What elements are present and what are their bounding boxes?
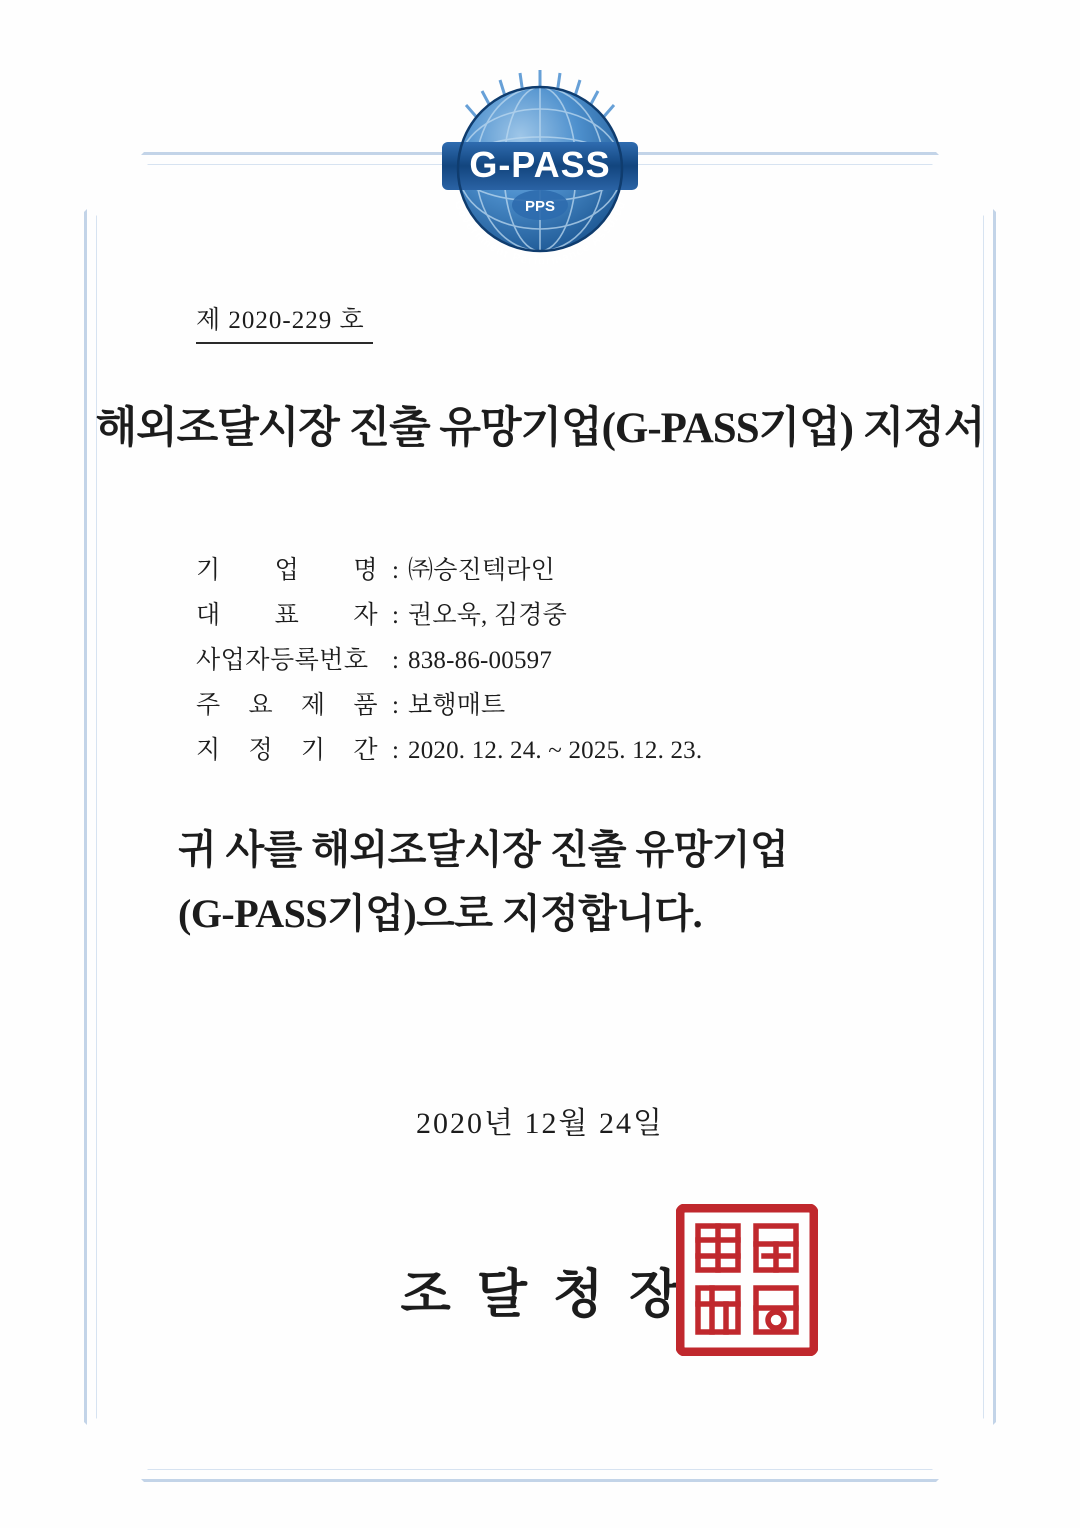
official-seal [676, 1204, 818, 1356]
field-colon: : [392, 602, 399, 629]
field-colon: : [392, 737, 399, 764]
declaration-line-1: 귀 사를 해외조달시장 진출 유망기업 [178, 827, 789, 872]
issue-date: 2020년 12월 24일 [416, 1107, 664, 1140]
field-value-designation-period: 2020. 12. 24. ~ 2025. 12. 23. [408, 737, 703, 764]
field-label-designation-period: 지 정 기 간 [196, 737, 378, 764]
field-value-main-product: 보행매트 [408, 692, 506, 719]
page-title: 해외조달시장 진출 유망기업(G-PASS기업) 지정서 [95, 405, 985, 452]
field-row-main-product [196, 683, 702, 728]
field-row-company [196, 548, 702, 593]
svg-text:Government Performance Assur: Government Performance Assured [451, 198, 629, 268]
g-pass-emblem [415, 62, 665, 277]
field-row-representative [196, 593, 702, 638]
field-label-business-number: 사업자등록번호 [196, 647, 369, 674]
svg-text:G-PASS: G-PASS [469, 144, 611, 185]
declaration-text [178, 818, 980, 946]
field-value-business-number: 838-86-00597 [408, 647, 553, 674]
declaration-line-2: (G-PASS기업)으로 지정합니다. [178, 891, 703, 936]
field-row-business-number [196, 638, 702, 683]
field-value-representative: 권오욱, 김경중 [408, 602, 568, 629]
field-row-designation-period [196, 728, 702, 773]
field-value-company: ㈜승진텍라인 [408, 557, 555, 584]
document-number: 제 2020-229 호 [196, 300, 373, 344]
signer-title: 조달청장 [400, 1267, 706, 1324]
field-colon: : [392, 647, 399, 674]
field-colon: : [392, 692, 399, 719]
field-label-representative: 대 표 자 [196, 602, 378, 629]
field-label-company: 기 업 명 [196, 557, 378, 584]
field-label-main-product: 주 요 제 품 [196, 692, 378, 719]
field-colon: : [392, 557, 399, 584]
field-list [196, 548, 702, 773]
svg-text:PPS: PPS [524, 198, 556, 215]
